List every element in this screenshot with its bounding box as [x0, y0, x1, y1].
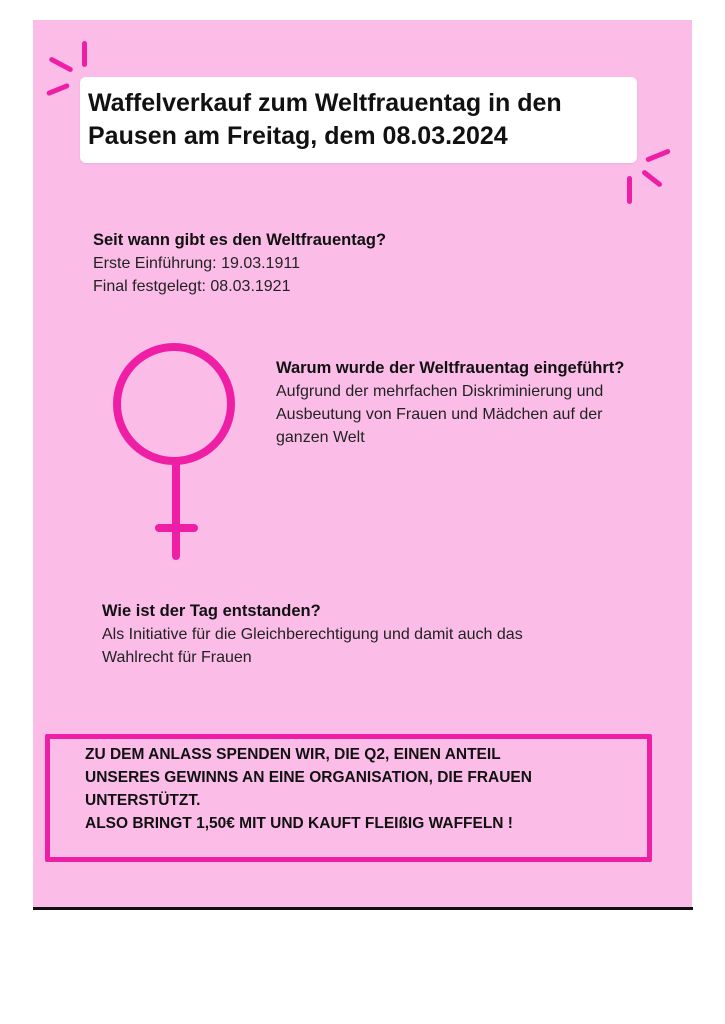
donation-line-4: ALSO BRINGT 1,50€ MIT UND KAUFT FLEIßIG WAFFELN ! [85, 815, 513, 832]
bottom-divider [33, 907, 693, 910]
title-line-2: Pausen am Freitag, dem 08.03.2024 [88, 122, 508, 150]
section-how [102, 600, 662, 669]
section-text: Erste Einführung: 19.03.1911 [93, 255, 300, 272]
donation-line-2: UNSERES GEWINNS AN EINE ORGANISATION, DIE FRAUEN [85, 769, 532, 786]
donation-line-1: ZU DEM ANLASS SPENDEN WIR, DIE Q2, EINEN ANTEIL [85, 746, 501, 763]
title-box [80, 77, 637, 163]
section-text: Als Initiative für die Gleichberechtigung und damit auch das [102, 626, 523, 643]
section-text: Ausbeutung von Frauen und Mädchen auf der [276, 406, 603, 423]
donation-line-3: UNTERSTÜTZT. [85, 792, 201, 809]
section-why [276, 357, 686, 449]
section-text: ganzen Welt [276, 429, 365, 446]
page-title [88, 87, 633, 153]
donation-box [45, 734, 652, 862]
female-symbol-icon [108, 338, 242, 563]
section-heading: Wie ist der Tag entstanden? [102, 602, 321, 620]
section-heading: Warum wurde der Weltfrauentag eingeführt? [276, 359, 625, 377]
section-text: Final festgelegt: 08.03.1921 [93, 278, 291, 295]
section-text: Wahlrecht für Frauen [102, 649, 252, 666]
section-heading: Seit wann gibt es den Weltfrauentag? [93, 231, 387, 249]
donation-text [85, 743, 645, 835]
section-since-when [93, 229, 513, 298]
section-text: Aufgrund der mehrfachen Diskriminierung und [276, 383, 604, 400]
title-line-1: Waffelverkauf zum Weltfrauentag in den [88, 89, 562, 117]
